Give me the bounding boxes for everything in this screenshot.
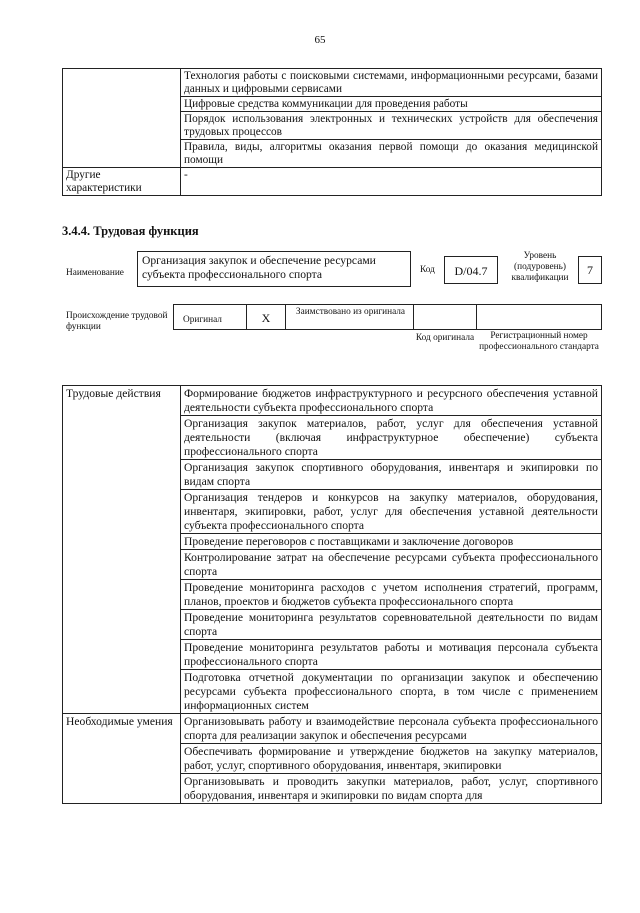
skill-item: Организовывать и проводить закупки материалов, работ, услуг, спортивного оборудования, инвентаря и экипировки по видам спорта для [181, 774, 602, 804]
knowledge-item: Цифровые средства коммуникации для проведения работы [181, 97, 602, 112]
other-characteristics-label: Другие характеристики [63, 168, 181, 196]
labor-function-table [62, 385, 602, 804]
function-name-box: Организация закупок и обеспечение ресурсами субъекта профессионального спорта [137, 251, 411, 287]
page-number: 65 [314, 34, 326, 46]
labor-action-item: Проведение мониторинга результатов работы и мотивация персонала субъекта профессионального спорта [181, 640, 602, 670]
origin-label: Происхождение трудовой функции [66, 311, 168, 332]
labor-action-item: Проведение мониторинга расходов с учетом исполнения стратегий, программ, планов, проектов и бюджетов субъекта профессионального спорта [181, 580, 602, 610]
labor-actions-label: Трудовые действия [63, 386, 181, 714]
other-characteristics-value: - [181, 168, 602, 196]
labor-action-item: Формирование бюджетов инфраструктурного и ресурсного обеспечения уставной деятельности субъекта профессионального спорта [181, 386, 602, 416]
section-heading: 3.4.4. Трудовая функция [62, 224, 199, 238]
reg-number-cell [476, 304, 602, 330]
code-original-cell [413, 304, 477, 330]
knowledge-table-continued [62, 68, 602, 196]
labor-action-item: Проведение мониторинга результатов соревновательной деятельности по видам спорта [181, 610, 602, 640]
required-skills-label: Необходимые умения [63, 714, 181, 804]
knowledge-item: Порядок использования электронных и технических устройств для обеспечения трудовых процессов [181, 112, 602, 140]
skill-item: Организовывать работу и взаимодействие персонала субъекта профессионального спорта для реализации закупок и обеспечения ресурсами [181, 714, 602, 744]
labor-action-item: Организация закупок материалов, работ, услуг для обеспечения уставной деятельности (включая инфраструктурное обеспечение) субъекта профессионального спорта [181, 416, 602, 460]
original-mark-cell: X [246, 304, 286, 330]
labor-action-item: Организация тендеров и конкурсов на закупку материалов, оборудования, инвентаря, экипировки, работ, услуг для обеспечения уставной деятельности субъекта профессионального спорта [181, 490, 602, 534]
labor-action-item: Контролирование затрат на обеспечение ресурсами субъекта профессионального спорта [181, 550, 602, 580]
labor-action-item: Организация закупок спортивного оборудования, инвентаря и экипировки по видам спорта [181, 460, 602, 490]
borrowed-label: Заимствовано из оригинала [295, 307, 406, 317]
knowledge-label-cell [63, 69, 181, 168]
qualification-level-box: 7 [578, 256, 602, 284]
original-label: Оригинал [183, 315, 222, 325]
name-label: Наименование [66, 268, 124, 278]
knowledge-item: Правила, виды, алгоритмы оказания первой помощи до оказания медицинской помощи [181, 140, 602, 168]
knowledge-item: Технология работы с поисковыми системами, информационными ресурсами, базами данных и цифровыми сервисами [181, 69, 602, 97]
reg-number-caption: Регистрационный номер профессионального стандарта [479, 331, 599, 352]
labor-action-item: Проведение переговоров с поставщиками и заключение договоров [181, 534, 602, 550]
labor-action-item: Подготовка отчетной документации по организации закупок и обеспечению ресурсами субъекта профессионального спорта, в том числе с применением информационных систем [181, 670, 602, 714]
level-label: Уровень (подуровень) квалификации [511, 251, 569, 283]
code-original-caption: Код оригинала [415, 333, 475, 343]
original-label-cell [173, 304, 247, 330]
function-code-box: D/04.7 [444, 256, 498, 284]
skill-item: Обеспечивать формирование и утверждение бюджетов на закупку материалов, работ, услуг, спортивного оборудования, инвентаря, экипировки [181, 744, 602, 774]
code-label: Код [420, 265, 435, 275]
borrowed-label-cell [285, 304, 414, 330]
